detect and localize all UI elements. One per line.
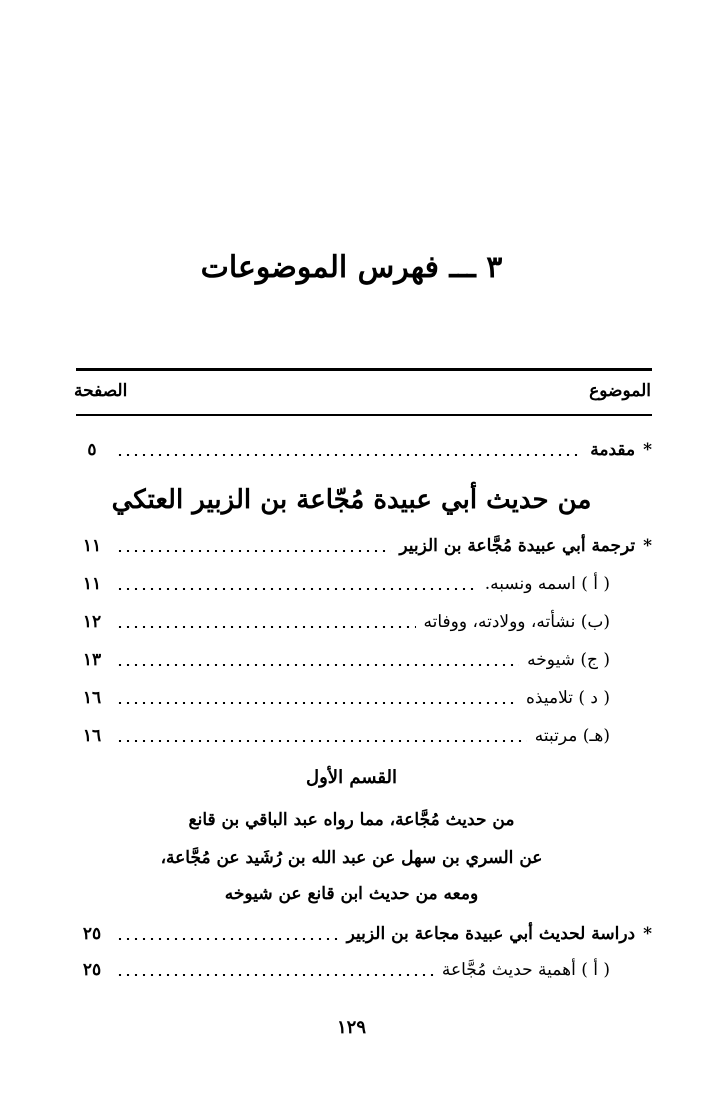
entry-label: ( أ ) أهمية حديث مُجَّاعة	[441, 960, 610, 980]
dot-leader	[116, 454, 582, 456]
entry-label: مقدمة	[590, 440, 636, 460]
entry-label: (هـ) مرتبته	[534, 726, 610, 746]
page-title: ٣ ـــ فهرس الموضوعات	[200, 250, 503, 285]
entry-label: ( ج) شيوخه	[527, 650, 610, 670]
section-heading: من حديث أبي عبيدة مُجّاعة بن الزبير العتكي	[111, 485, 592, 515]
folio-page-number: ١٢٩	[336, 1017, 366, 1038]
entry-page-number: ٥	[87, 440, 97, 460]
table-top-rule	[76, 368, 652, 371]
entry-label: ترجمة أبي عبيدة مُجَّاعة بن الزبير	[399, 536, 636, 556]
entry-label: دراسة لحديث أبي عبيدة مجاعة بن الزبير	[346, 924, 636, 944]
bullet-star: *	[643, 440, 652, 460]
part-title: القسم الأول	[306, 767, 397, 788]
dot-leader	[116, 626, 416, 628]
entry-page-number: ٢٥	[82, 924, 102, 944]
toc-subentry	[76, 722, 652, 750]
toc-entry	[76, 920, 652, 948]
toc-subentry	[76, 570, 652, 598]
dot-leader	[116, 702, 518, 704]
part-description-line: عن السري بن سهل عن عبد الله بن رُشَيد عن مُجَّاعة،	[160, 848, 543, 868]
entry-page-number: ٢٥	[82, 960, 102, 980]
part-description-line: ومعه من حديث ابن قانع عن شيوخه	[224, 884, 479, 904]
subject-column-header: الموضوع	[589, 381, 651, 401]
entry-label: ( د ) تلاميذه	[526, 688, 610, 708]
dot-leader	[116, 588, 477, 590]
entry-page-number: ١٣	[82, 650, 102, 670]
dot-leader	[116, 740, 527, 742]
table-header-rule	[76, 414, 652, 416]
dot-leader	[116, 938, 339, 940]
toc-subentry	[76, 646, 652, 674]
entry-page-number: ١١	[82, 574, 102, 594]
toc-entry	[76, 532, 652, 560]
entry-page-number: ١٢	[82, 612, 102, 632]
bullet-star: *	[643, 924, 652, 944]
entry-page-number: ١٦	[82, 726, 102, 746]
page-column-header: الصفحة	[74, 381, 128, 401]
part-description-line: من حديث مُجَّاعة، مما رواه عبد الباقي بن قانع	[188, 810, 515, 830]
entry-label: (ب) نشأته، وولادته، ووفاته	[423, 612, 610, 632]
toc-subentry	[76, 608, 652, 636]
entry-page-number: ١٦	[82, 688, 102, 708]
dot-leader	[116, 550, 391, 552]
dot-leader	[116, 664, 519, 666]
dot-leader	[116, 974, 434, 976]
bullet-star: *	[643, 536, 652, 556]
toc-subentry	[76, 684, 652, 712]
entry-page-number: ١١	[82, 536, 102, 556]
toc-entry-intro	[76, 436, 652, 464]
entry-label: ( أ ) اسمه ونسبه.	[484, 574, 610, 594]
toc-subentry	[76, 956, 652, 984]
